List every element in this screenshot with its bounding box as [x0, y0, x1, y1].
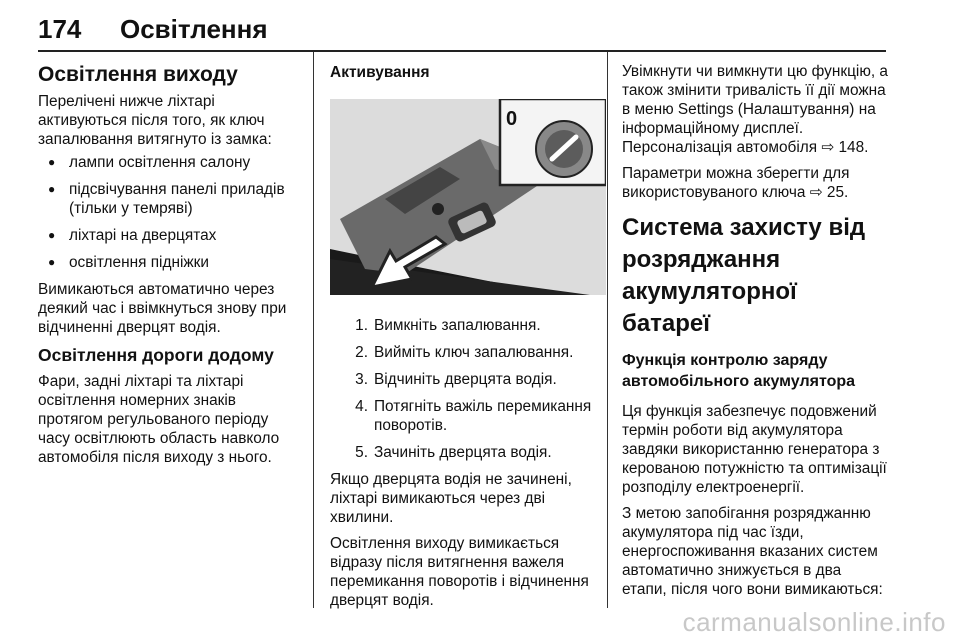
list-item: 4. Потягніть важіль перемикання поворотів. [355, 398, 592, 434]
steps-list [330, 316, 598, 462]
column-divider-1 [313, 52, 314, 608]
paragraph: Увімкнути чи вимкнути цю функцію, а також змінити тривалість її дії можна в меню Settings (Налаштування) на інформаційному дисплеї. Персоналізація автомобіля ⇨ 148. [622, 63, 888, 156]
turn-signal-lever-illustration [330, 99, 606, 295]
list-item: ● освітлення підніжки [38, 253, 302, 272]
paragraph: Освітлення виходу вимикається відразу після витягнення важеля перемикання поворотів і відчинення дверцят водія. [330, 535, 589, 609]
subheading-activation: Активування [330, 64, 430, 81]
column-2 [330, 62, 598, 617]
list-item: 1. Вимкніть запалювання. [355, 317, 541, 334]
list-item: 2. Вийміть ключ запалювання. [355, 344, 574, 361]
list-item: 3. Відчиніть дверцята водія. [355, 371, 557, 388]
paragraph: Ця функція забезпечує подовжений термін роботи від акумулятора завдяки використанню генератора з керованою потужністю та оптимізації розподілу електроенергії. [622, 403, 887, 496]
paragraph: З метою запобігання розряджанню акумулятора під час їзди, енергоспоживання вказаних систем автоматично знижується в два етапи, після чого вони вимикаються: [622, 505, 883, 598]
paragraph: Фари, задні ліхтарі та ліхтарі освітлення номерних знаків протягом регульованого періоду часу освітлюють область навколо автомобіля після виходу з нього. [38, 373, 280, 466]
watermark: carmanualsonline.info [682, 607, 946, 637]
paragraph: Вимикаються автоматично через деякий час і ввімкнуться знову при відчиненні дверцят водія. [38, 281, 287, 336]
section-heading-exit-lighting: Освітлення виходу [38, 63, 238, 86]
page-number: 174 [38, 14, 82, 44]
list-item: 5. Зачиніть дверцята водія. [355, 444, 552, 461]
paragraph: Якщо дверцята водія не зачинені, ліхтарі вимикаються через дві хвилини. [330, 471, 572, 526]
intro-paragraph: Перелічені нижче ліхтарі активуються після того, як ключ запалювання витягнуто із замка: [38, 93, 272, 148]
list-item: ● ліхтарі на дверцятах [38, 226, 302, 245]
lights-list [38, 153, 302, 272]
section-heading-battery-protection: Система захисту від розряджання акумуляторної батареї [622, 214, 866, 337]
column-1 [38, 62, 302, 474]
list-item: ● підсвічування панелі приладів (тільки у темряві) [38, 180, 302, 218]
column-3 [622, 62, 888, 606]
column-divider-2 [607, 52, 608, 608]
header-rule [38, 50, 886, 52]
page-header-title: Освітлення [120, 14, 268, 44]
subheading-charge-control: Функція контролю заряду автомобільного акумулятора [622, 352, 856, 390]
paragraph: Параметри можна зберегти для використовуваного ключа ⇨ 25. [622, 165, 850, 201]
list-item: ● лампи освітлення салону [38, 153, 302, 172]
section-heading-way-home: Освітлення дороги додому [38, 345, 274, 365]
ignition-position-label: 0 [506, 108, 518, 130]
